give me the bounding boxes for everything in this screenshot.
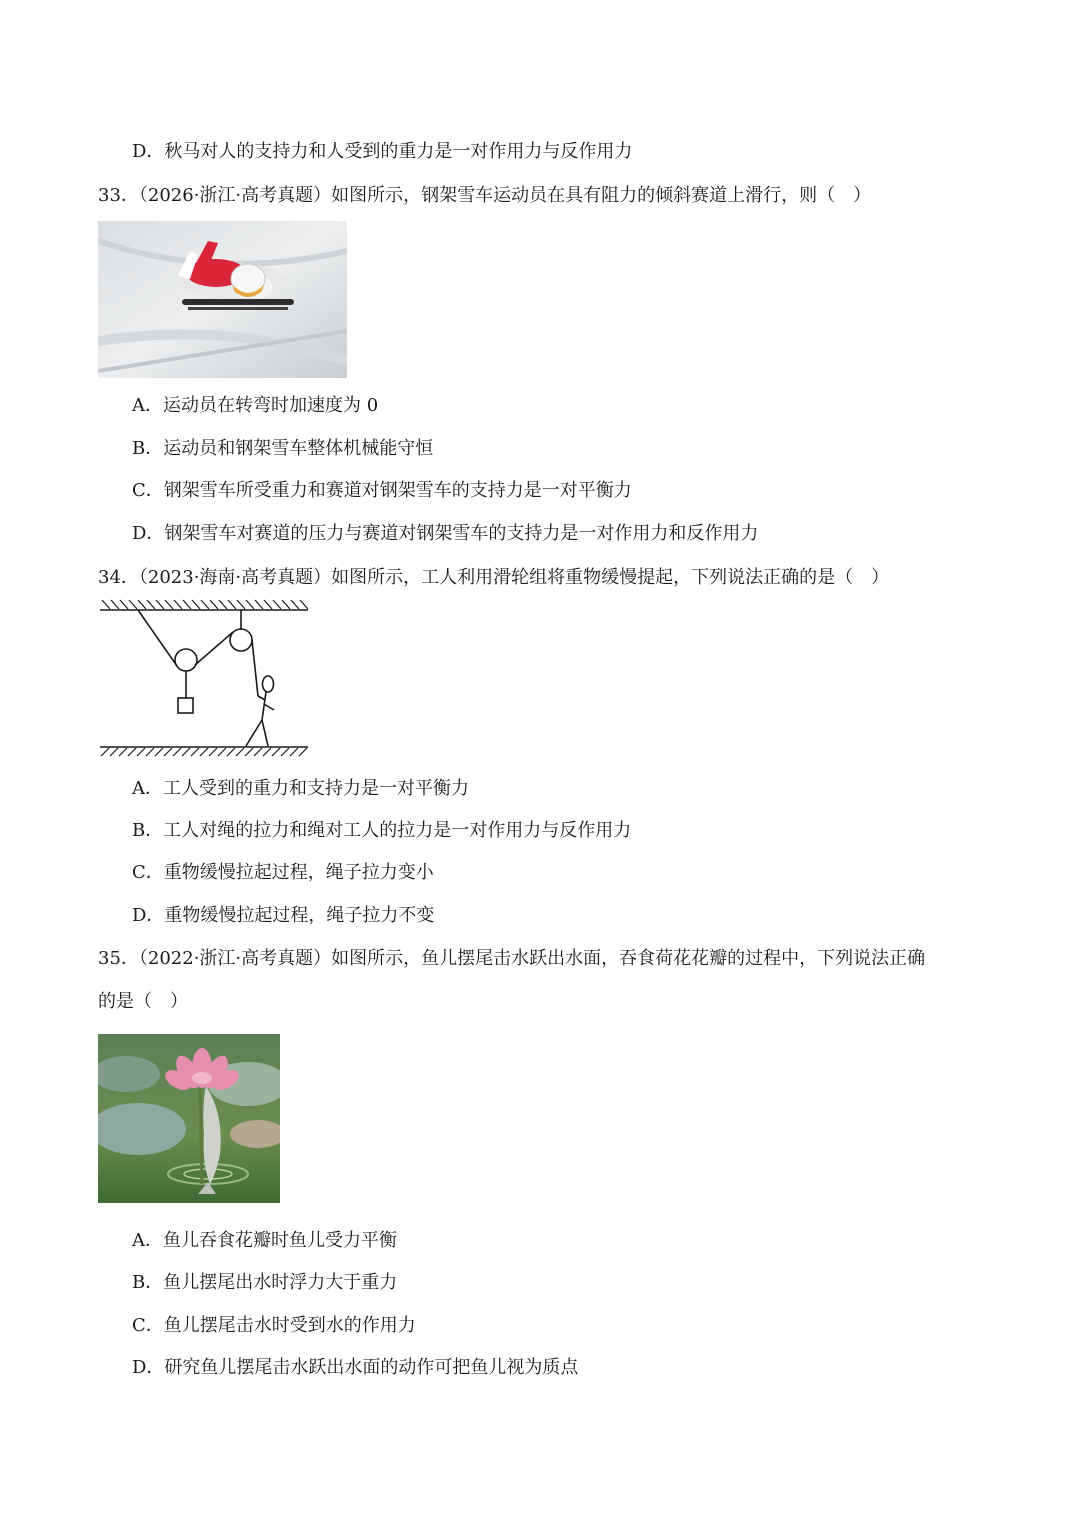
q33-option-d: D．钢架雪车对赛道的压力与赛道对钢架雪车的支持力是一对作用力和反作用力 [132,523,759,544]
q33-stem: 33．（2026·浙江·高考真题）如图所示，钢架雪车运动员在具有阻力的倾斜赛道上滑行，则（ ） [98,185,872,206]
q34-option-a: A．工人受到的重力和支持力是一对平衡力 [132,778,469,799]
q35-option-c: C．鱼儿摆尾击水时受到水的作用力 [132,1315,416,1336]
q35-option-d: D．研究鱼儿摆尾击水跃出水面的动作可把鱼儿视为质点 [132,1357,579,1378]
q34-option-b: B．工人对绳的拉力和绳对工人的拉力是一对作用力与反作用力 [132,820,632,841]
q33-option-c: C．钢架雪车所受重力和赛道对钢架雪车的支持力是一对平衡力 [132,480,632,501]
q35-option-b: B．鱼儿摆尾出水时浮力大于重力 [132,1272,398,1293]
q34-option-c: C．重物缓慢拉起过程，绳子拉力变小 [132,862,434,883]
q35-option-a: A．鱼儿吞食花瓣时鱼儿受力平衡 [132,1230,397,1251]
q32-option-d: D．秋马对人的支持力和人受到的重力是一对作用力与反作用力 [132,141,633,162]
q34-stem: 34．（2023·海南·高考真题）如图所示，工人利用滑轮组将重物缓慢提起，下列说法正确的是（ ） [98,567,890,588]
q33-option-a: A．运动员在转弯时加速度为 0 [132,395,379,416]
q33-option-b: B．运动员和钢架雪车整体机械能守恒 [132,438,434,459]
pulley-diagram [98,598,312,758]
fish-lotus-photo [98,1034,280,1203]
skeleton-sled-photo [98,221,347,378]
q35-stem-line1: 35．（2022·浙江·高考真题）如图所示，鱼儿摆尾击水跃出水面，吞食荷花花瓣的过程中，下列说法正确 [98,948,926,969]
q34-option-d: D．重物缓慢拉起过程，绳子拉力不变 [132,905,435,926]
q35-stem-line2: 的是（ ） [98,991,188,1012]
